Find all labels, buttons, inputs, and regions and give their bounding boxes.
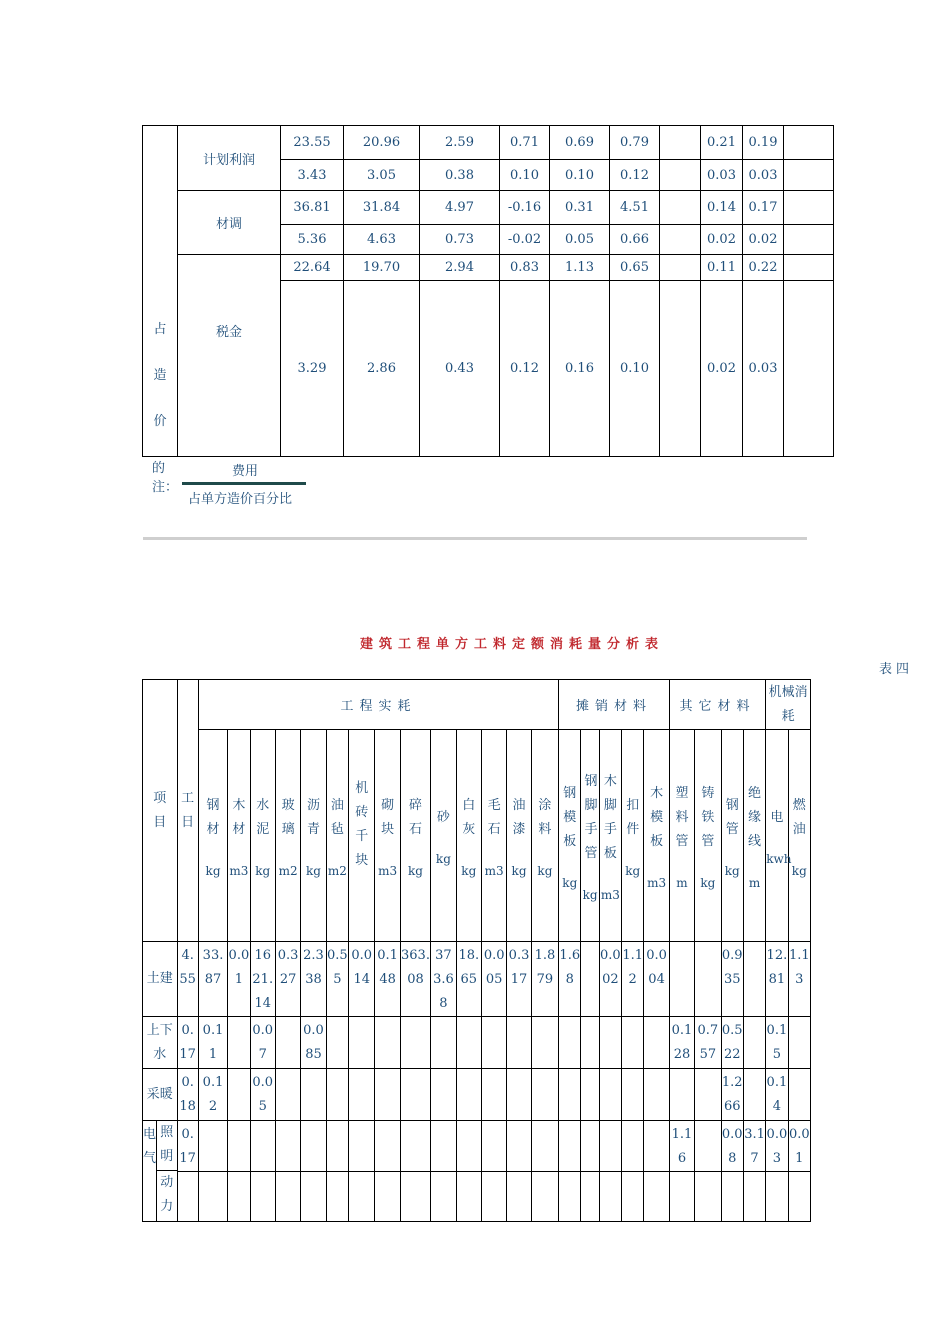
cell xyxy=(507,1069,531,1121)
cell: 0.16 xyxy=(550,281,610,457)
cell: 0.71 xyxy=(500,126,550,160)
workday-cell xyxy=(177,1172,198,1222)
column-unit: m3 xyxy=(647,875,667,890)
cell xyxy=(326,1017,348,1069)
column-unit: kg xyxy=(582,887,598,902)
column-header xyxy=(375,730,400,942)
column-unit: kg xyxy=(724,863,740,878)
cell: 22.64 xyxy=(281,255,344,281)
cell: 0.014 xyxy=(349,942,375,1017)
cell: 3.05 xyxy=(344,160,420,191)
column-header xyxy=(766,730,792,942)
cell xyxy=(644,1069,669,1121)
cell xyxy=(531,1172,558,1222)
cell: 0.14 xyxy=(766,1069,788,1121)
cell xyxy=(301,1121,326,1172)
cell xyxy=(431,1069,456,1121)
column-header xyxy=(743,730,765,942)
column-header xyxy=(788,730,810,942)
cell xyxy=(228,1017,250,1069)
column-header xyxy=(622,730,644,942)
cell xyxy=(559,1121,581,1172)
column-header xyxy=(721,730,743,942)
column-unit: m2 xyxy=(327,863,347,878)
column-header xyxy=(559,730,581,942)
cell: 0.03 xyxy=(766,1121,788,1172)
row-label: 采暖 xyxy=(143,1069,178,1121)
cell xyxy=(695,942,721,1017)
cell xyxy=(349,1069,375,1121)
cell: 0.002 xyxy=(599,942,621,1017)
column-header xyxy=(431,730,456,942)
cell: 0.31 xyxy=(550,191,610,225)
column-name: 钢材 xyxy=(206,797,220,837)
cell xyxy=(456,1069,481,1121)
workday-cell: 0.18 xyxy=(177,1069,198,1121)
side-label-cell xyxy=(143,126,178,457)
cell: 1.13 xyxy=(550,255,610,281)
cell: 0.935 xyxy=(721,942,743,1017)
column-name: 木脚手板 xyxy=(603,773,617,861)
cell xyxy=(559,1017,581,1069)
column-unit: kg xyxy=(537,863,553,878)
cell xyxy=(349,1172,375,1222)
cell xyxy=(531,1121,558,1172)
cell xyxy=(743,942,765,1017)
cell: 4.51 xyxy=(610,191,660,225)
cell xyxy=(349,1017,375,1069)
cell: 0.005 xyxy=(481,942,506,1017)
cell: 0.02 xyxy=(743,225,784,255)
cell: 1.68 xyxy=(559,942,581,1017)
cell xyxy=(622,1017,644,1069)
column-unit: kg xyxy=(511,863,527,878)
cell: 0.65 xyxy=(610,255,660,281)
column-header xyxy=(599,730,621,942)
cell: 2.94 xyxy=(420,255,500,281)
cell: 0.128 xyxy=(669,1017,694,1069)
cell: 19.70 xyxy=(344,255,420,281)
cell: 12.81 xyxy=(766,942,788,1017)
cell: 0.15 xyxy=(766,1017,788,1069)
cell xyxy=(669,942,694,1017)
column-name: 铸铁管 xyxy=(701,785,715,849)
note-label xyxy=(152,459,178,497)
cell xyxy=(581,1172,599,1222)
group-engineering: 工程实耗 xyxy=(198,680,558,730)
cell xyxy=(622,1069,644,1121)
cell: 0.11 xyxy=(701,255,743,281)
cell: 0.12 xyxy=(500,281,550,457)
cell xyxy=(784,225,834,255)
workday-cell: 4.55 xyxy=(177,942,198,1017)
cell xyxy=(743,1017,765,1069)
cell xyxy=(375,1069,400,1121)
cell: 0.004 xyxy=(644,942,669,1017)
column-unit: m3 xyxy=(378,863,398,878)
cell: 0.03 xyxy=(701,160,743,191)
column-name: 沥青 xyxy=(306,797,320,837)
cell: 1.16 xyxy=(669,1121,694,1172)
cell xyxy=(456,1172,481,1222)
cell xyxy=(581,942,599,1017)
cell: 0.085 xyxy=(301,1017,326,1069)
column-header xyxy=(250,730,275,942)
header-workday: 工日 xyxy=(177,680,198,942)
cell xyxy=(660,281,701,457)
column-name: 玻璃 xyxy=(281,797,295,837)
column-header xyxy=(644,730,669,942)
column-name: 钢脚手管 xyxy=(584,773,598,861)
cell: 373.68 xyxy=(431,942,456,1017)
cell xyxy=(669,1172,694,1222)
section-divider xyxy=(143,537,807,540)
cell: 36.81 xyxy=(281,191,344,225)
column-unit: kg xyxy=(625,863,641,878)
cell xyxy=(431,1121,456,1172)
cell: -0.16 xyxy=(500,191,550,225)
cell xyxy=(695,1121,721,1172)
cell: 0.05 xyxy=(250,1069,275,1121)
cell: 0.327 xyxy=(275,942,300,1017)
cell xyxy=(660,225,701,255)
cell: 0.01 xyxy=(788,1121,810,1172)
cell xyxy=(599,1121,621,1172)
material-consumption-table xyxy=(142,679,811,1222)
cell: 0.317 xyxy=(507,942,531,1017)
cell: 31.84 xyxy=(344,191,420,225)
cell xyxy=(660,255,701,281)
cell xyxy=(644,1017,669,1069)
cell xyxy=(669,1069,694,1121)
cell: 0.22 xyxy=(743,255,784,281)
cell xyxy=(349,1121,375,1172)
cell: 2.59 xyxy=(420,126,500,160)
workday-cell: 0.17 xyxy=(177,1121,198,1172)
cell: 0.21 xyxy=(701,126,743,160)
table2-title: 建筑工程单方工料定额消耗量分析表 xyxy=(360,637,665,652)
cell xyxy=(581,1017,599,1069)
column-name: 电 xyxy=(770,809,784,825)
column-name: 油毡 xyxy=(330,797,344,837)
cell xyxy=(784,281,834,457)
cell xyxy=(766,1172,788,1222)
cell xyxy=(275,1069,300,1121)
fraction-bar xyxy=(182,482,306,485)
cell xyxy=(743,1172,765,1222)
column-header xyxy=(695,730,721,942)
row-label: 计划利润 xyxy=(178,126,281,191)
cell xyxy=(481,1069,506,1121)
cell: 0.43 xyxy=(420,281,500,457)
cell: 0.12 xyxy=(610,160,660,191)
column-unit: kg xyxy=(306,863,321,878)
cell xyxy=(581,1121,599,1172)
note-numerator: 费用 xyxy=(232,464,259,479)
column-name: 涂料 xyxy=(538,797,552,837)
column-unit: m xyxy=(676,875,688,890)
side-label-char: 造 xyxy=(153,368,167,383)
cell xyxy=(784,126,834,160)
cell xyxy=(456,1017,481,1069)
cell xyxy=(275,1121,300,1172)
table-number: 表四 xyxy=(879,662,914,677)
group-other: 其它材料 xyxy=(669,680,765,730)
cell xyxy=(721,1172,743,1222)
cell xyxy=(660,191,701,225)
column-header xyxy=(349,730,375,942)
cell: 20.96 xyxy=(344,126,420,160)
column-header xyxy=(456,730,481,942)
cell: 2.338 xyxy=(301,942,326,1017)
column-unit: kg xyxy=(408,863,423,878)
column-header xyxy=(301,730,326,942)
cell xyxy=(375,1172,400,1222)
cell xyxy=(599,1069,621,1121)
column-header xyxy=(275,730,300,942)
row-sublabel: 动力 xyxy=(160,1175,174,1214)
note-label-line2: 注： xyxy=(152,480,179,495)
cell xyxy=(531,1017,558,1069)
cell xyxy=(507,1172,531,1222)
cell xyxy=(622,1121,644,1172)
cell xyxy=(275,1017,300,1069)
cell xyxy=(660,160,701,191)
cell: 1.13 xyxy=(788,942,810,1017)
cell: 4.97 xyxy=(420,191,500,225)
cell: 0.03 xyxy=(743,160,784,191)
cell: 0.10 xyxy=(610,281,660,457)
column-header xyxy=(669,730,694,942)
cell xyxy=(198,1121,227,1172)
column-name: 砌块 xyxy=(381,797,395,837)
cell: 4.63 xyxy=(344,225,420,255)
cell xyxy=(431,1017,456,1069)
header-item: 项 目 xyxy=(143,680,178,942)
cell xyxy=(507,1121,531,1172)
column-name: 木材 xyxy=(232,797,246,837)
cell: 5.36 xyxy=(281,225,344,255)
cell xyxy=(400,1017,430,1069)
column-unit: kg xyxy=(205,863,221,878)
cell xyxy=(228,1121,250,1172)
cell xyxy=(301,1172,326,1222)
cell: 0.148 xyxy=(375,942,400,1017)
column-name: 木模板 xyxy=(650,785,664,849)
cell xyxy=(431,1172,456,1222)
column-unit: kg xyxy=(791,863,807,878)
cell xyxy=(559,1172,581,1222)
cell: 0.17 xyxy=(743,191,784,225)
column-unit: m3 xyxy=(229,863,249,878)
column-unit: kwh xyxy=(766,851,792,866)
cell xyxy=(784,255,834,281)
cell xyxy=(375,1017,400,1069)
cell xyxy=(784,160,834,191)
cell: 3.43 xyxy=(281,160,344,191)
workday-cell: 0.17 xyxy=(177,1017,198,1069)
cell xyxy=(400,1121,430,1172)
group-amortized: 摊销材料 xyxy=(559,680,670,730)
cell xyxy=(301,1069,326,1121)
column-header xyxy=(507,730,531,942)
row-label: 税金 xyxy=(178,255,281,457)
row-label: 材调 xyxy=(178,191,281,255)
row-label: 电气 xyxy=(143,1127,157,1166)
cell: 0.19 xyxy=(743,126,784,160)
cell xyxy=(481,1121,506,1172)
cell: 0.757 xyxy=(695,1017,721,1069)
cell: 0.02 xyxy=(701,225,743,255)
cell xyxy=(198,1172,227,1222)
cell xyxy=(228,1069,250,1121)
cell xyxy=(599,1017,621,1069)
cell xyxy=(695,1172,721,1222)
column-name: 钢模板 xyxy=(563,785,577,849)
column-header xyxy=(228,730,250,942)
column-name: 白灰 xyxy=(462,797,476,837)
cell: 0.55 xyxy=(326,942,348,1017)
column-unit: m3 xyxy=(484,863,504,878)
cell xyxy=(481,1017,506,1069)
column-name: 碎石 xyxy=(408,797,422,837)
cell: 0.07 xyxy=(250,1017,275,1069)
cell: 0.05 xyxy=(550,225,610,255)
column-name: 绝缘线 xyxy=(748,785,762,849)
cell xyxy=(660,126,701,160)
cell xyxy=(695,1069,721,1121)
cell xyxy=(326,1069,348,1121)
column-unit: m xyxy=(748,875,761,890)
column-unit: m3 xyxy=(600,887,620,902)
cell xyxy=(531,1069,558,1121)
cell xyxy=(784,191,834,225)
cell xyxy=(400,1172,430,1222)
cell xyxy=(275,1172,300,1222)
cell: 3.29 xyxy=(281,281,344,457)
column-header xyxy=(531,730,558,942)
cell: 1.12 xyxy=(622,942,644,1017)
note-label-line1: 的 xyxy=(152,461,166,476)
cell: 0.10 xyxy=(550,160,610,191)
cell: 0.08 xyxy=(721,1121,743,1172)
column-name: 砂 xyxy=(436,809,450,825)
cell: 33.87 xyxy=(198,942,227,1017)
cell xyxy=(581,1069,599,1121)
column-unit: kg xyxy=(562,875,578,890)
column-header xyxy=(481,730,506,942)
cell xyxy=(644,1121,669,1172)
cell xyxy=(250,1172,275,1222)
cell: 0.69 xyxy=(550,126,610,160)
column-name: 机砖千块 xyxy=(355,780,369,868)
column-name: 毛石 xyxy=(487,797,501,837)
cell: 1.879 xyxy=(531,942,558,1017)
group-machine: 机械消耗 xyxy=(766,680,811,730)
row-sublabel: 照明 xyxy=(157,1121,177,1171)
column-header xyxy=(326,730,348,942)
cell xyxy=(644,1172,669,1222)
column-unit: kg xyxy=(435,851,451,866)
column-name: 油漆 xyxy=(512,797,526,837)
cell: 0.83 xyxy=(500,255,550,281)
cell: 0.14 xyxy=(701,191,743,225)
cell: 0.73 xyxy=(420,225,500,255)
cell xyxy=(788,1069,810,1121)
column-header xyxy=(581,730,599,942)
column-unit: kg xyxy=(700,875,716,890)
cell: 0.01 xyxy=(228,942,250,1017)
cell xyxy=(622,1172,644,1222)
cell: 23.55 xyxy=(281,126,344,160)
column-name: 塑料管 xyxy=(675,785,689,849)
cell xyxy=(507,1017,531,1069)
column-unit: kg xyxy=(461,863,477,878)
cell: 1621.14 xyxy=(250,942,275,1017)
cell xyxy=(481,1172,506,1222)
column-unit: kg xyxy=(255,863,271,878)
cell: 1.266 xyxy=(721,1069,743,1121)
cell xyxy=(788,1172,810,1222)
column-name: 钢管 xyxy=(725,797,739,837)
column-unit: m2 xyxy=(278,863,298,878)
cell xyxy=(743,1069,765,1121)
cell: 0.03 xyxy=(743,281,784,457)
cell: 0.522 xyxy=(721,1017,743,1069)
column-header xyxy=(198,730,227,942)
cell: 3.17 xyxy=(743,1121,765,1172)
column-name: 水泥 xyxy=(256,797,270,837)
cell: 0.66 xyxy=(610,225,660,255)
side-label-char: 占 xyxy=(153,322,167,337)
cell xyxy=(375,1121,400,1172)
cell: 0.12 xyxy=(198,1069,227,1121)
row-label: 土建 xyxy=(143,942,178,1017)
cell xyxy=(456,1121,481,1172)
row-label-group xyxy=(143,1121,178,1222)
note-denominator: 占单方造价百分比 xyxy=(188,492,293,507)
column-header xyxy=(400,730,430,942)
side-label-char: 价 xyxy=(153,414,167,429)
cell xyxy=(599,1172,621,1222)
cell xyxy=(559,1069,581,1121)
cell: 0.11 xyxy=(198,1017,227,1069)
row-label: 上下水 xyxy=(143,1017,178,1069)
column-name: 扣件 xyxy=(626,797,640,837)
column-name: 燃油 xyxy=(792,797,806,837)
cell xyxy=(250,1121,275,1172)
cell: 0.38 xyxy=(420,160,500,191)
cost-percentage-table xyxy=(142,125,834,457)
cell: 0.10 xyxy=(500,160,550,191)
cell: 0.79 xyxy=(610,126,660,160)
cell: -0.02 xyxy=(500,225,550,255)
cell xyxy=(326,1121,348,1172)
cell: 2.86 xyxy=(344,281,420,457)
cell: 363.08 xyxy=(400,942,430,1017)
cell xyxy=(788,1017,810,1069)
cell xyxy=(400,1069,430,1121)
cell xyxy=(326,1172,348,1222)
cell: 18.65 xyxy=(456,942,481,1017)
cell: 0.02 xyxy=(701,281,743,457)
cell xyxy=(228,1172,250,1222)
